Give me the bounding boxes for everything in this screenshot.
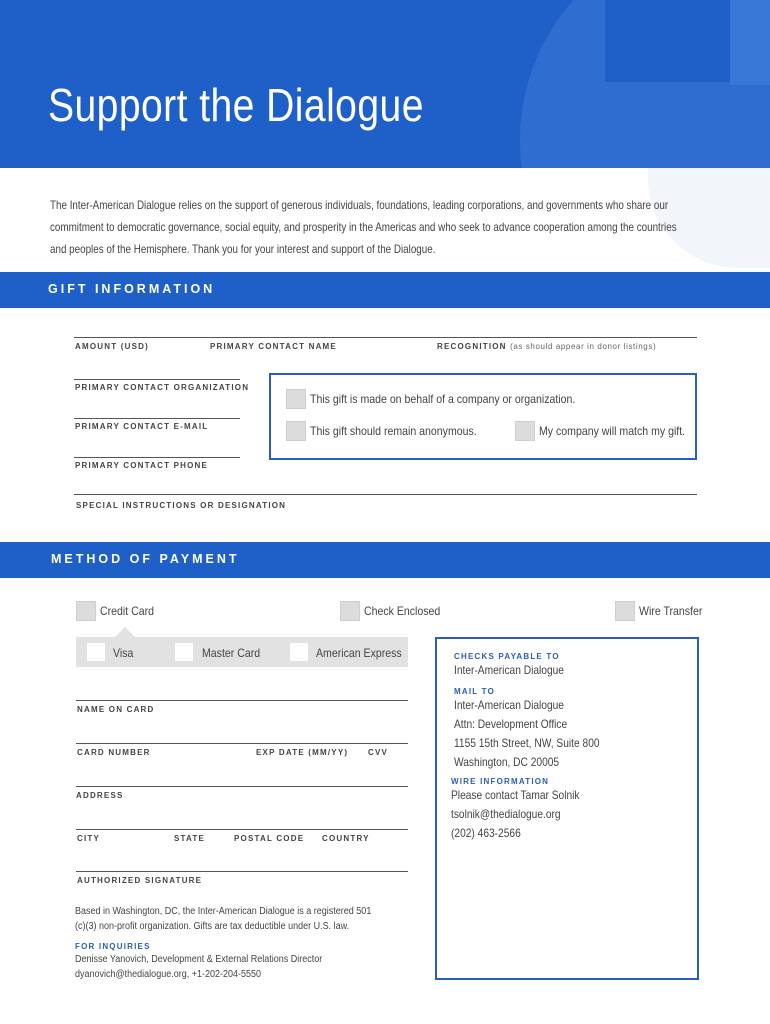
mastercard-checkbox[interactable]: [175, 643, 193, 661]
section-heading: GIFT INFORMATION: [48, 282, 216, 296]
credit-card-label: Credit Card: [100, 604, 154, 618]
name-on-card-label: NAME ON CARD: [77, 705, 155, 714]
visa-checkbox[interactable]: [87, 643, 105, 661]
mail-to-label: MAIL TO: [454, 687, 495, 696]
intro-paragraph: [50, 194, 722, 260]
state-label: STATE: [174, 834, 206, 843]
address-field[interactable]: [76, 786, 408, 787]
recognition-label-text: RECOGNITION: [437, 342, 507, 351]
check-enclosed-checkbox[interactable]: [340, 601, 360, 621]
wire-transfer-label: Wire Transfer: [639, 604, 703, 618]
address-label: ADDRESS: [76, 791, 124, 800]
mail-to-line: 1155 15th Street, NW, Suite 800: [454, 736, 600, 750]
mail-to-line: Inter-American Dialogue: [454, 698, 564, 712]
card-options-pointer: [115, 627, 135, 637]
decorative-shape: [730, 0, 770, 85]
anonymous-checkbox[interactable]: [286, 421, 306, 441]
company-match-checkbox[interactable]: [515, 421, 535, 441]
signature-label: AUTHORIZED SIGNATURE: [77, 876, 203, 885]
mastercard-label: Master Card: [202, 646, 261, 660]
checks-payable-value: Inter-American Dialogue: [454, 663, 564, 677]
postal-code-label: POSTAL CODE: [234, 834, 305, 843]
footer-note: (c)(3) non-profit organization. Gifts are tax deductible under U.S. law.: [75, 921, 350, 932]
gift-information-header: [0, 272, 770, 308]
special-instructions-label: SPECIAL INSTRUCTIONS OR DESIGNATION: [76, 501, 287, 510]
inquiries-info: dyanovich@thedialogue.org, +1-202-204-5550: [75, 969, 262, 980]
credit-card-checkbox[interactable]: [76, 601, 96, 621]
cvv-label: CVV: [368, 748, 389, 757]
city-field[interactable]: [76, 829, 408, 830]
intro-line: The Inter-American Dialogue relies on the support of generous individuals, foundations, leading corporations, and governments who share our: [50, 198, 669, 212]
card-number-label: CARD NUMBER: [77, 748, 151, 757]
anonymous-label: This gift should remain anonymous.: [310, 424, 477, 438]
company-match-label: My company will match my gift.: [539, 424, 686, 438]
wire-info-line: tsolnik@thedialogue.org: [451, 807, 561, 821]
amount-field[interactable]: [74, 337, 697, 338]
company-gift-checkbox[interactable]: [286, 389, 306, 409]
inquiries-label: FOR INQUIRIES: [75, 942, 151, 951]
email-label: PRIMARY CONTACT E-MAIL: [75, 422, 209, 431]
city-label: CITY: [77, 834, 101, 843]
country-label: COUNTRY: [322, 834, 370, 843]
amex-label: American Express: [316, 646, 402, 660]
wire-info-label: WIRE INFORMATION: [451, 777, 550, 786]
check-enclosed-label: Check Enclosed: [364, 604, 441, 618]
mail-to-line: Washington, DC 20005: [454, 755, 560, 769]
page-title: Support the Dialogue: [48, 79, 424, 131]
organization-field[interactable]: [74, 379, 240, 380]
wire-transfer-checkbox[interactable]: [615, 601, 635, 621]
amount-label: AMOUNT (USD): [75, 342, 149, 351]
amex-checkbox[interactable]: [290, 643, 308, 661]
company-gift-label: This gift is made on behalf of a company or organization.: [310, 392, 576, 406]
card-number-field[interactable]: [76, 743, 408, 744]
contact-name-label: PRIMARY CONTACT NAME: [210, 342, 337, 351]
visa-label: Visa: [113, 646, 134, 660]
signature-field[interactable]: [76, 871, 408, 872]
recognition-note: (as should appear in donor listings): [510, 342, 657, 351]
exp-date-label: EXP DATE (MM/YY): [256, 748, 349, 757]
special-instructions-field[interactable]: [74, 494, 697, 495]
intro-line: and peoples of the Hemisphere. Thank you for your interest and support of the Dialogue.: [50, 242, 436, 256]
intro-line: commitment to democratic governance, social equity, and prosperity in the Americas and who seek to advance cooperation among the countries: [50, 220, 677, 234]
checks-payable-label: CHECKS PAYABLE TO: [454, 652, 560, 661]
recognition-label: [437, 342, 656, 351]
inquiries-contact: Denisse Yanovich, Development & External Relations Director: [75, 954, 323, 965]
name-on-card-field[interactable]: [76, 700, 408, 701]
header-banner: [0, 0, 770, 168]
payment-header: [0, 542, 770, 578]
wire-info-line: Please contact Tamar Solnik: [451, 788, 580, 802]
mail-to-line: Attn: Development Office: [454, 717, 568, 731]
footer-note: Based in Washington, DC, the Inter-American Dialogue is a registered 501: [75, 906, 372, 917]
section-heading: METHOD OF PAYMENT: [51, 552, 240, 566]
email-field[interactable]: [74, 418, 240, 419]
phone-field[interactable]: [74, 457, 240, 458]
phone-label: PRIMARY CONTACT PHONE: [75, 461, 209, 470]
gift-options-box: [269, 373, 697, 460]
organization-label: PRIMARY CONTACT ORGANIZATION: [75, 383, 250, 392]
wire-info-line: (202) 463-2566: [451, 826, 521, 840]
